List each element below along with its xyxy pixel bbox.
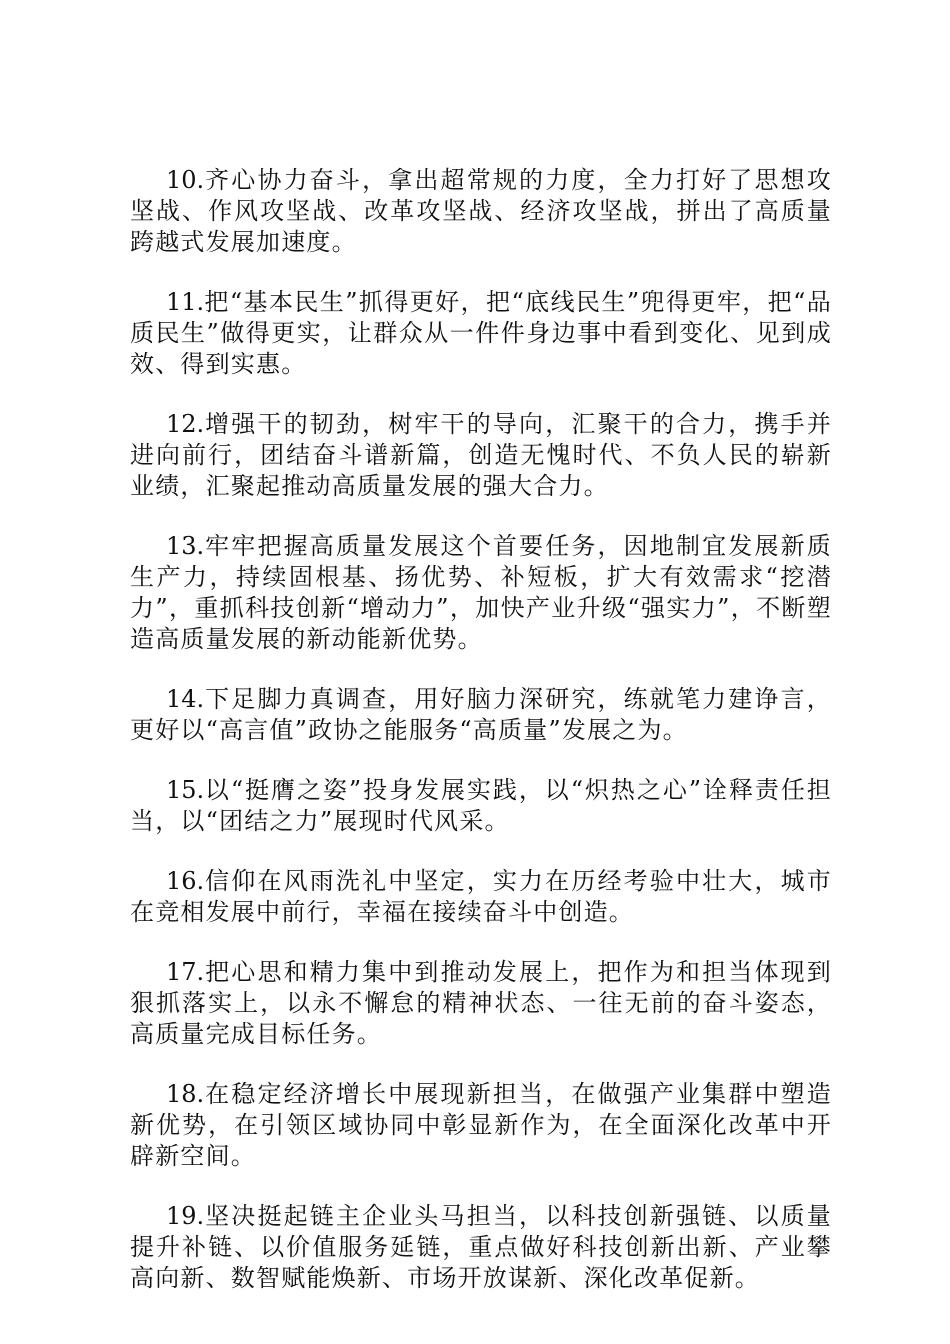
paragraph-10 [130,165,832,258]
paragraph-16 [130,866,832,928]
paragraph-number: 10. [166,166,205,194]
document-body [130,165,832,1323]
paragraph-text: 下足脚力真调查，用好脑力深研究，练就笔力建诤言，更好以“高言值”政协之能服务“高质量”发展之为。 [130,685,832,744]
paragraph-text: 坚决挺起链主企业头马担当，以科技创新强链、以质量提升补链、以价值服务延链，重点做好科技创新出新、产业攀高向新、数智赋能焕新、市场开放谋新、深化改革促新。 [130,1202,832,1292]
paragraph-11 [130,287,832,380]
paragraph-text: 齐心协力奋斗，拿出超常规的力度，全力打好了思想攻坚战、作风攻坚战、改革攻坚战、经济攻坚战，拼出了高质量跨越式发展加速度。 [130,166,832,256]
paragraph-number: 18. [166,1080,205,1108]
paragraph-text: 增强干的韧劲，树牢干的导向，汇聚干的合力，携手并进向前行，团结奋斗谱新篇，创造无愧时代、不负人民的崭新业绩，汇聚起推动高质量发展的强大合力。 [130,410,832,500]
paragraph-text: 以“挺膺之姿”投身发展实践，以“炽热之心”诠释责任担当，以“团结之力”展现时代风采。 [130,776,832,835]
paragraph-17 [130,957,832,1050]
paragraph-number: 14. [166,685,205,713]
paragraph-number: 12. [166,410,205,438]
paragraph-text: 把“基本民生”抓得更好，把“底线民生”兜得更牢，把“品质民生”做得更实，让群众从一件件身边事中看到变化、见到成效、得到实惠。 [130,288,832,378]
paragraph-text: 信仰在风雨洗礼中坚定，实力在历经考验中壮大，城市在竞相发展中前行，幸福在接续奋斗中创造。 [130,867,832,926]
paragraph-number: 17. [166,958,205,986]
paragraph-number: 16. [166,867,205,895]
paragraph-18 [130,1079,832,1172]
paragraph-14 [130,684,832,746]
paragraph-19 [130,1201,832,1294]
paragraph-number: 15. [166,776,205,804]
paragraph-text: 在稳定经济增长中展现新担当，在做强产业集群中塑造新优势，在引领区域协同中彰显新作为，在全面深化改革中开辟新空间。 [130,1080,832,1170]
paragraph-number: 11. [166,288,205,316]
paragraph-number: 13. [166,532,205,560]
paragraph-text: 把心思和精力集中到推动发展上，把作为和担当体现到狠抓落实上，以永不懈怠的精神状态、一往无前的奋斗姿态，高质量完成目标任务。 [130,958,832,1048]
paragraph-12 [130,409,832,502]
paragraph-number: 19. [166,1202,205,1230]
paragraph-text: 牢牢把握高质量发展这个首要任务，因地制宜发展新质生产力，持续固根基、扬优势、补短板，扩大有效需求“挖潜力”，重抓科技创新“增动力”，加快产业升级“强实力”，不断塑造高质量发展的新动能新优势。 [130,532,832,653]
paragraph-13 [130,531,832,655]
paragraph-15 [130,775,832,837]
